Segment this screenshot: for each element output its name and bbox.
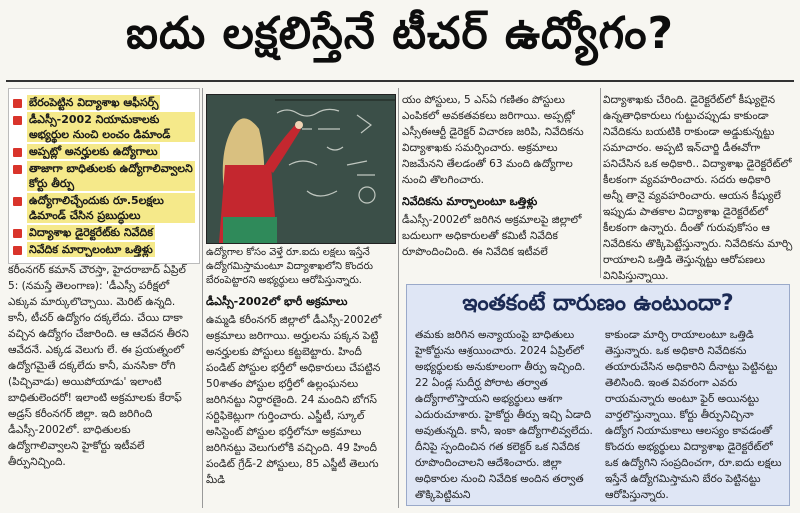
- article-column-1: కరీంనగర్ కమాన్ చౌరస్తా, హైదరాబాద్ ఏప్రిల్ 5: (నమస్తే తెలంగాణ): 'డీఎస్సీ పరీక్షలో ఎక్కువ మార్కులొచ్చాయి. మెరిట్ ఉన్నది. కానీ, టీచర్ ఉద్యోగం దక్కలేదు. చేయి దాకా వచ్చిన ఉద్యోగం చేజారింది. ఆ ఆవేదన తీరని ఆవేదనే. ఎక్కడ వెలుగు లే. ఈ ప్రయత్నంలో ఉద్యోగమైతే దక్కలేదు కానీ, మనసికా రోగి (పిచ్చివాడు) అయిపోయాడు' ఇలాంటి బాధితులెందరో! ఇలాంటి అక్రమాలకు కేరాఫ్ అడ్రస్ కరీంనగర్ జిల్లా. ఇది జరిగింది డీఎస్సీ-2002లో. బాధితులకు ఉద్యోగాలివ్వాలని హైకోర్టు ఇటీవలే తీర్పునిచ్చింది.: [8, 264, 189, 468]
- inset-box-column-1: తమకు జరిగిన అన్యాయంపై బాధితులు హైకోర్టును ఆశ్రయించారు. 2024 ఏప్రిల్‌లో అభ్యర్థులకు అనుకూలంగా తీర్పు ఇచ్చింది. 22 ఏండ్ల సుదీర్ఘ పోరాట తర్వాత ఉద్యోగాలొస్తాయని అభ్యర్థులు ఆశగా ఎదురుచూశారు. హైకోర్టు తీర్పు ఇచ్చి ఏడాది అవుతున్నది. కానీ, ఇంకా ఉద్యోగాలివ్వలేదు. దీనిపై స్పందించిన గత కలెక్టర్ ఒక నివేదిక రూపొందించాలని ఆదేశించారు. జిల్లా అధికారుల నుంచి నివేదిక అందిన తర్వాత తొక్కిపెట్టిమని: [415, 329, 593, 501]
- article-column-4: విద్యాశాఖకు చేరింది. డైరెక్టరేట్‌లో కీష్యులైన ఉన్నతాధికారులు గుట్టుచప్పుడు కాకుండా నివేదికను బయటికి రాకుండా అడ్డుకున్నట్టు సమాచారం. అప్పటి ఇన్‌చార్జి డీఈవోగా పనిచేసిన ఒక అధికారి.. విద్యాశాఖ డైరెక్టరేట్‌లో కీలకంగా వ్యవహరించారు. సదరు అధికారి అన్నీ తానై వ్యవహరించారు. ఆయన కీష్యులే ఇప్పుడు పాతకాల విద్యాశాఖ డైరెక్టరేట్‌లో కీలకంగా ఉన్నారు. దీంతో గురువుకోసం ఆ నివేదికను తొక్కిపెట్టేస్తున్నారు. నివేదికను మార్చి రాయాలని ఒత్తిడి తెస్తున్నట్టు ఆరోపణలు వినిపిస్తున్నాయి.: [603, 94, 793, 282]
- highlight-item: [13, 161, 195, 191]
- subheading-dsc-2002: డీఎస్సీ-2002లో భారీ అక్రమాలు: [206, 295, 348, 308]
- highlight-item: [13, 242, 195, 257]
- column-divider: [398, 88, 399, 508]
- article-column-2: [206, 246, 394, 488]
- highlights-box: [8, 88, 200, 264]
- highlight-text: డీఎస్సీ-2002 నియామకాలకు అభ్యర్థుల నుంచి లంచం డిమాండ్: [27, 112, 195, 142]
- highlight-text: ఉద్యోగాలిచ్చేందుకు రూ.5లక్షలు డిమాండ్ చేసిన ప్రబుద్ధులు: [27, 193, 195, 223]
- highlight-item: [13, 95, 195, 110]
- column-divider: [600, 88, 601, 278]
- highlight-item: [13, 193, 195, 223]
- highlight-text: తాజాగా బాధితులకు ఉద్యోగాలివ్వాలని కోర్టు తీర్పు: [27, 161, 195, 191]
- column-3-body: యం పోస్టులు, 5 ఎస్ఏ గణితం పోస్టులు ఎంపికలో అవకతవకలు జరిగాయి. అప్పట్లో ఎస్సీఈఆర్టీ డైరెక్టర్ విచారణ జరిపి, నివేదికను విద్యాశాఖకు సమర్పించారు. అక్రమాలు నిజమేనని తేలడంతో 63 మంది ఉద్యోగాల నుంచి తొలగించారు.: [402, 94, 584, 186]
- highlight-text: నివేదిక మార్చాలంటూ ఒత్తిళ్లు: [29, 243, 153, 256]
- bullet-icon: [13, 197, 22, 206]
- bullet-icon: [13, 229, 22, 238]
- highlight-item: [13, 144, 195, 159]
- headline-rule: [6, 80, 794, 82]
- column-2-body: ఉమ్మడి కరీంనగర్ జిల్లాలో డీఎస్సీ-2002లో అక్రమాలు జరిగాయి. అర్హులను పక్కన పెట్టి అనర్హులకు పోస్టులు కట్టబెట్టారు. హిందీ పండిట్ పోస్టుల భర్తీలో అధికారులు చేపట్టిన 50శాతం పోస్టుల భర్తీలో ఉల్లంఘనలు జరిగినట్టు నిర్ధారణైంది. 24 మందిని బోగస్ సర్టిఫికెట్లుగా గుర్తించారు. ఎస్జీటీ, స్కూల్ అసిస్టెంట్ పోస్టుల భర్తీలోనూ అక్రమాలు జరిగినట్టు వెలుగులోకి వచ్చింది. 49 హిందీ పండిట్ గ్రేడ్-2 పోస్టులు, 85 ఎస్జీటీ తెలుగు మీడి: [206, 314, 382, 486]
- bullet-icon: [13, 148, 22, 157]
- inset-box: [406, 284, 790, 506]
- inset-box-column-2: కాకుండా మార్చి రాయాలంటూ ఒత్తిడి తెస్తున్నారు. ఒక అధికారి నివేదికను తయారుచేసిన అధికారిని దీనాట్టు పెట్టినట్టు తెలిసింది. ఇంత వివరంగా ఎవరు రాయమన్నారు అంటూ ఫైర్ అయినట్టు వార్తలొస్తున్నాయి. కోర్టు తీర్పునిచ్చినా ఉద్యోగ నియామకాలు ఆలస్యం కావడంతో కొందరు అభ్యర్థులు విద్యాశాఖ డైరెక్టరేట్‌లో ఒక ఉద్యోగిని సంప్రదించగా, రూ.ఐదు లక్షలు ఇస్తేనే ఉద్యోగమిస్తామని బేరం పెట్టినట్టు ఆరోపిస్తున్నారు.: [605, 329, 782, 501]
- headline: ఐదు లక్షలిస్తేనే టీచర్ ఉద్యోగం?: [125, 8, 675, 59]
- highlight-item: [13, 225, 195, 240]
- highlight-text: బేరంపెట్టిన విద్యాశాఖ ఆఫీసర్స్: [29, 96, 159, 109]
- bullet-icon: [13, 99, 22, 108]
- teacher-chalkboard-photo: [206, 94, 396, 244]
- column-divider: [202, 88, 203, 508]
- article-column-3: [402, 92, 598, 260]
- inset-box-title: ఇంతకంటే దారుణం ఉంటుందా?: [462, 291, 734, 316]
- photo-caption: ఉద్యోగాల కోసం వెళ్తే రూ.ఐదు లక్షలు ఇస్తేనే ఉద్యోగమిస్తామంటూ విద్యాశాఖలోని కొందరు బేరంపెట్టారని అభ్యర్థులు ఆరోపిస్తున్నారు.: [206, 247, 373, 286]
- highlight-text: అప్పట్లో అనర్హులకు ఉద్యోగాలు: [29, 145, 158, 158]
- bullet-icon: [13, 246, 22, 255]
- photo-illustration: [207, 95, 395, 243]
- column-3-body-2: డీఎస్సీ-2002లో జరిగిన అక్రమాలపై జిల్లాలో బదులుగా అధికారులతో కమిటీ నివేదిక రూపొందించింది. ఈ నివేదిక ఇటీవలే: [402, 214, 582, 258]
- highlight-text: విద్యాశాఖ డైరెక్టరేట్‌కు నివేదిక: [29, 226, 153, 239]
- highlight-item: [13, 112, 195, 142]
- bullet-icon: [13, 165, 22, 174]
- bullet-icon: [13, 116, 22, 125]
- subheading-report-pressure: నివేదికను మార్చాలంటూ ఒత్తిళ్లు: [402, 195, 538, 208]
